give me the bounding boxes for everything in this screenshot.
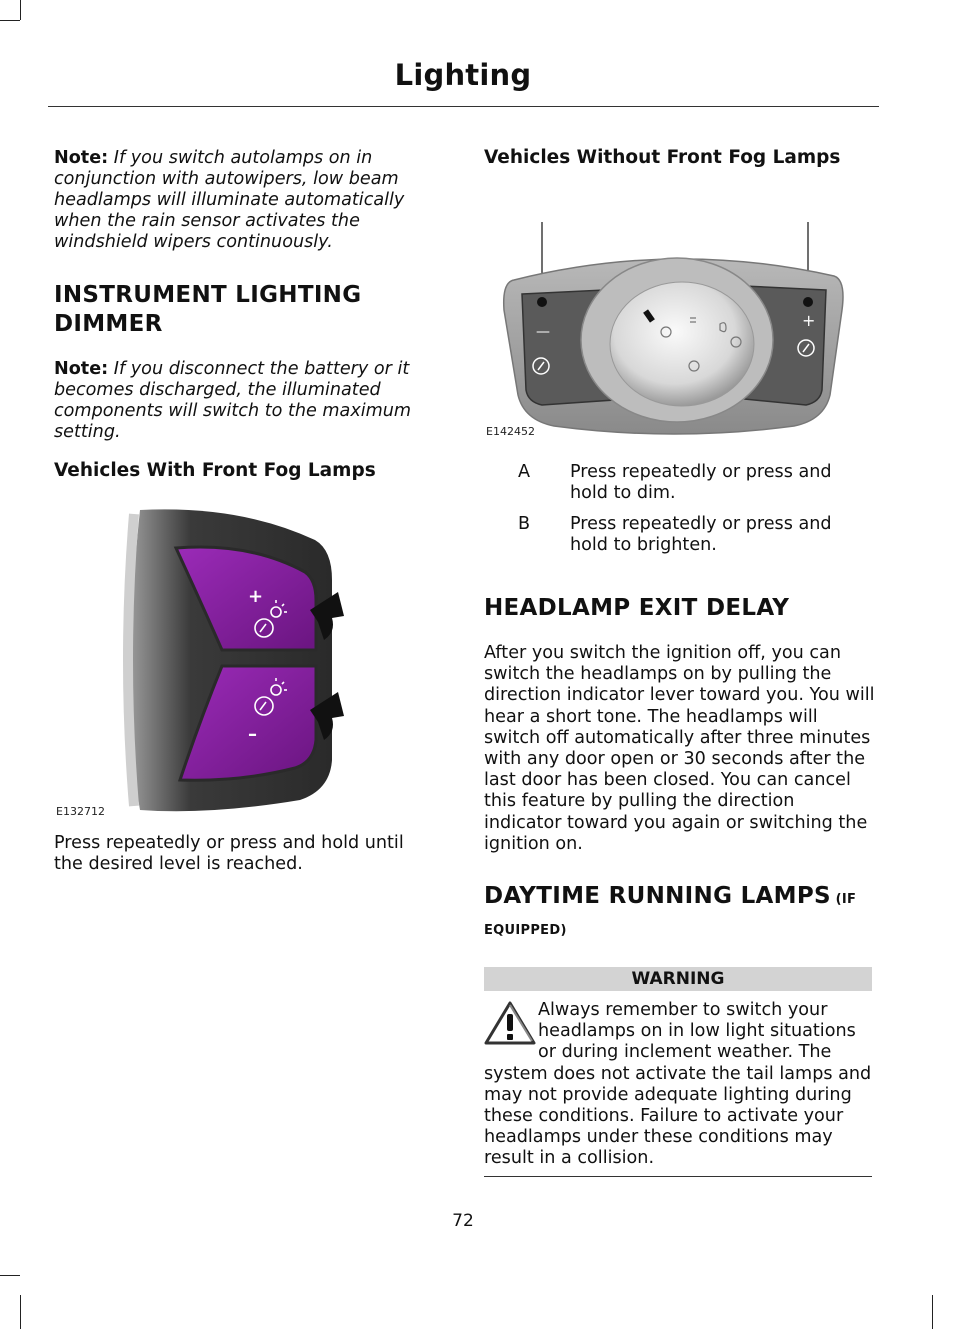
definition-row-a	[509, 462, 899, 504]
section-title-dimmer: INSTRUMENT LIGHTING DIMMER	[54, 282, 362, 337]
crop-mark	[0, 20, 20, 21]
note-label: Note:	[54, 148, 109, 168]
figure-code: E132712	[56, 805, 105, 818]
minus-label: —	[536, 324, 550, 340]
minus-label: –	[248, 724, 257, 745]
crop-mark	[932, 1295, 933, 1329]
warning-bottom-rule	[484, 1176, 872, 1177]
definition-key: B	[517, 514, 531, 534]
body-text-exit-delay: After you switch the ignition off, you can switch the headlamps on by pulling the direction indicator lever toward you. You will hear a short tone. The headlamps will switch off automatically after three minutes with any door open or 30 seconds after the last door has been closed. You can cancel this feature by pulling the direction indicator toward you again or switching the ignition on.	[484, 643, 875, 854]
body-text-dimmer: Press repeatedly or press and hold until the desired level is reached.	[54, 833, 404, 875]
warning-text: Always remember to switch your headlamps on in low light situations or during inclement weather. The system does not activate the tail lamps and may not provide adequate lighting during these conditions. Failure to activate your headlamps under these conditions may result in a collision.	[484, 1000, 872, 1169]
page-title: Lighting	[394, 58, 532, 92]
definition-row-b	[509, 514, 899, 556]
section-title-suffix-line2: EQUIPPED)	[484, 923, 567, 938]
section-title-suffix: (IF	[830, 892, 857, 907]
warning-text-block	[484, 1000, 872, 1170]
section-title-text: DAYTIME RUNNING LAMPS	[484, 883, 831, 909]
note-label: Note:	[54, 359, 109, 379]
crop-mark	[20, 1295, 21, 1329]
plus-label: +	[248, 586, 264, 607]
note-autolamps	[54, 148, 428, 253]
note-text: If you switch autolamps on in conjunction with autowipers, low beam headlamps will illuminate automatically when the rain sensor activates the windshield wipers continuously.	[54, 148, 405, 252]
subhead-with-fog: Vehicles With Front Fog Lamps	[54, 460, 376, 481]
crop-mark	[20, 0, 21, 20]
warning-bar: WARNING	[484, 967, 872, 991]
section-title-exit-delay: HEADLAMP EXIT DELAY	[484, 595, 790, 621]
definition-value: Press repeatedly or press and hold to brighten.	[570, 514, 832, 555]
section-title-drl	[484, 882, 878, 914]
crop-mark	[0, 1275, 20, 1276]
headlamp-switch-illustration	[494, 220, 854, 442]
definition-value: Press repeatedly or press and hold to dim.	[570, 462, 832, 503]
header-rule	[48, 106, 879, 107]
plus-label: +	[802, 311, 816, 330]
subhead-without-fog: Vehicles Without Front Fog Lamps	[484, 147, 841, 168]
note-battery	[54, 359, 430, 443]
figure-code: E142452	[486, 425, 535, 438]
definition-key: A	[517, 462, 531, 482]
page-number: 72	[452, 1211, 474, 1231]
dimmer-switch-illustration	[100, 500, 360, 818]
note-text: If you disconnect the battery or it becomes discharged, the illuminated components will switch to the maximum setting.	[54, 359, 412, 442]
warning-triangle-icon	[484, 1000, 536, 1046]
